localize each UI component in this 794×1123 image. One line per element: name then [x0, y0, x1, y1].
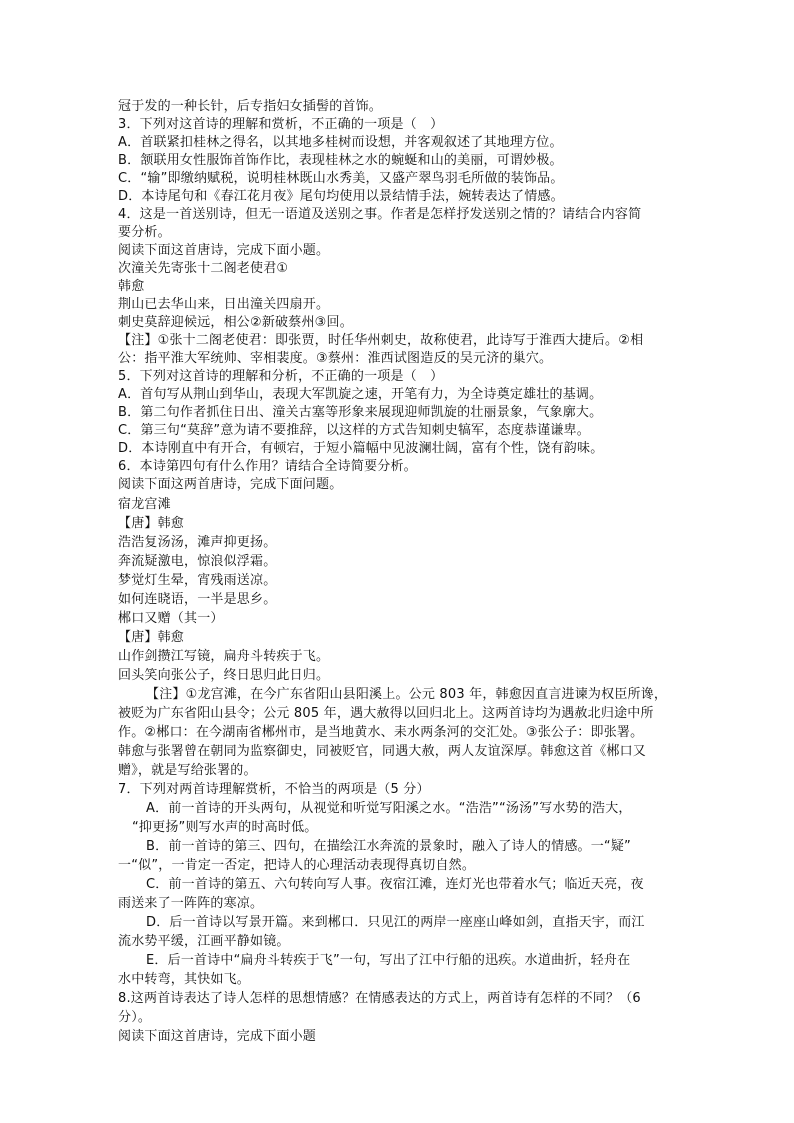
poem-author: 【唐】韩愈 — [118, 516, 185, 531]
option-b: B．前一首诗的第三、四句，在描绘江水奔流的景象时，融入了诗人的情感。一“疑” — [146, 839, 631, 854]
option-a: A．首联紧扣桂林之得名，以其地多桂树而设想，并客观叙述了其地理方位。 — [118, 135, 563, 150]
poem-line: 山作剑攒江写镜，扁舟斗转疾于飞。 — [118, 649, 330, 664]
text-line: 要分析。 — [118, 225, 171, 240]
option-b-cont: 一“似”，一肯定一否定，把诗人的心理活动表现得真切自然。 — [118, 858, 476, 873]
option-c: C．“输”即缴纳赋税，说明桂林既山水秀美，又盛产翠鸟羽毛所做的装饰品。 — [118, 171, 564, 186]
option-c: C．第三句“莫辞”意为请不要推辞，以这样的方式告知刺史犒军，态度恭谨谦卑。 — [118, 423, 590, 438]
note: 【注】①龙宫滩，在今广东省阳山县阳溪上。公元 803 年，韩愈因直言进谏为权臣所谗， — [146, 687, 668, 702]
question-6: 6．本诗第四句有什么作用？请结合全诗简要分析。 — [118, 459, 417, 474]
option-d-cont: 流水势平缓，江画平静如镜。 — [118, 934, 290, 949]
note: 作。②郴口：在今湖南省郴州市，是当地黄水、耒水两条河的交汇处。③张公子：即张署。 — [118, 725, 644, 740]
poem-line: 梦觉灯生晕，宵残雨送凉。 — [118, 573, 277, 588]
option-c-cont: 雨送来了一阵阵的寒凉。 — [118, 896, 264, 911]
option-e: E．后一首诗中“扁舟斗转疾于飞”一句，写出了江中行船的迅疾。水道曲折，轻舟在 — [146, 953, 631, 968]
question-3: 3．下列对这首诗的理解和赏析，不正确的一项是（ ） — [118, 117, 444, 132]
question-4: 4．这是一首送别诗，但无一语道及送别之事。作者是怎样抒发送别之情的？请结合内容简 — [118, 207, 642, 222]
option-a: A．首句写从荆山到华山，表现大军凯旋之速，开笔有力，为全诗奠定雄壮的基调。 — [118, 387, 603, 402]
option-b: B．第二句作者抓住日出、潼关古塞等形象来展现迎师凯旋的壮丽景象，气象廓大。 — [118, 405, 603, 420]
instruction: 阅读下面这两首唐诗，完成下面问题。 — [118, 477, 343, 492]
instruction: 阅读下面这首唐诗，完成下面小题 — [118, 1029, 317, 1044]
question-8-cont: 分）。 — [118, 1010, 152, 1025]
poem-line: 回头笑向张公子，终日思归此日归。 — [118, 668, 330, 683]
question-7: 7．下列对两首诗理解赏析，不恰当的两项是（5 分） — [118, 782, 430, 797]
poem-title: 次潼关先寄张十二阁老使君① — [118, 261, 289, 276]
poem-line: 浩浩复汤汤，滩声抑更扬。 — [118, 535, 277, 550]
option-e-cont: 水中转弯，其快如飞。 — [118, 972, 251, 987]
poem-title: 宿龙宫滩 — [118, 497, 171, 512]
poem-line: 奔流疑激电，惊浪似浮霜。 — [118, 554, 277, 569]
poem-author: 韩愈 — [118, 279, 145, 294]
instruction: 阅读下面这首唐诗，完成下面小题。 — [118, 243, 330, 258]
option-b: B．颔联用女性服饰首饰作比，表现桂林之水的蜿蜒和山的美丽，可谓妙极。 — [118, 153, 563, 168]
question-8: 8.这两首诗表达了诗人怎样的思想情感？在情感表达的方式上，两首诗有怎样的不同？（6 — [118, 991, 641, 1006]
question-5: 5．下列对这首诗的理解和分析，不正确的一项是（ ） — [118, 369, 444, 384]
note: 韩愈与张署曾在朝同为监察御史，同被贬官，同遇大赦，两人友谊深厚。韩愈这首《郴口又 — [118, 744, 647, 759]
note: 赠》，就是写给张署的。 — [118, 763, 257, 778]
option-d: D．后一首诗以写景开篇。来到郴口．只见江的两岸一座座山峰如剑，直指天宇，而江 — [146, 915, 645, 930]
poem-author: 【唐】韩愈 — [118, 630, 185, 645]
option-c: C．前一首诗的第五、六句转向写人事。夜宿江滩，连灯光也带着水气；临近天亮，夜 — [146, 877, 644, 892]
option-a-cont: “抑更扬”则写水声的时高时低。 — [132, 820, 318, 835]
text-line: 冠于发的一种长针，后专指妇女插髻的首饰。 — [118, 99, 383, 114]
poem-line: 如何连晓语，一半是思乡。 — [118, 592, 277, 607]
note: 被贬为广东省阳山县令；公元 805 年，遇大赦得以回归北上。这两首诗均为遇赦北归途中所 — [118, 706, 654, 721]
option-a: A．前一首诗的开头两句，从视觉和听觉写阳溪之水。“浩浩”“汤汤”写水势的浩大， — [146, 801, 632, 816]
poem-title: 郴口又赠（其一） — [118, 611, 224, 626]
option-d: D．本诗刚直中有开合，有顿宕，于短小篇幅中见波澜壮阔，富有个性，饶有韵味。 — [118, 441, 604, 456]
option-d: D．本诗尾句和《春江花月夜》尾句均使用以景结情手法，婉转表达了情感。 — [118, 189, 564, 204]
note: 公：指平淮大军统帅、宰相裴度。③蔡州：淮西试图造反的吴元济的巢穴。 — [118, 351, 553, 366]
poem-line: 荆山已去华山来，日出潼关四扇开。 — [118, 297, 330, 312]
note: 【注】①张十二阁老使君：即张贾，时任华州刺史，故称使君，此诗写于淮西大捷后。②相 — [118, 333, 644, 348]
poem-line: 刺史莫辞迎候远，相公②新破蔡州③回。 — [118, 315, 353, 330]
